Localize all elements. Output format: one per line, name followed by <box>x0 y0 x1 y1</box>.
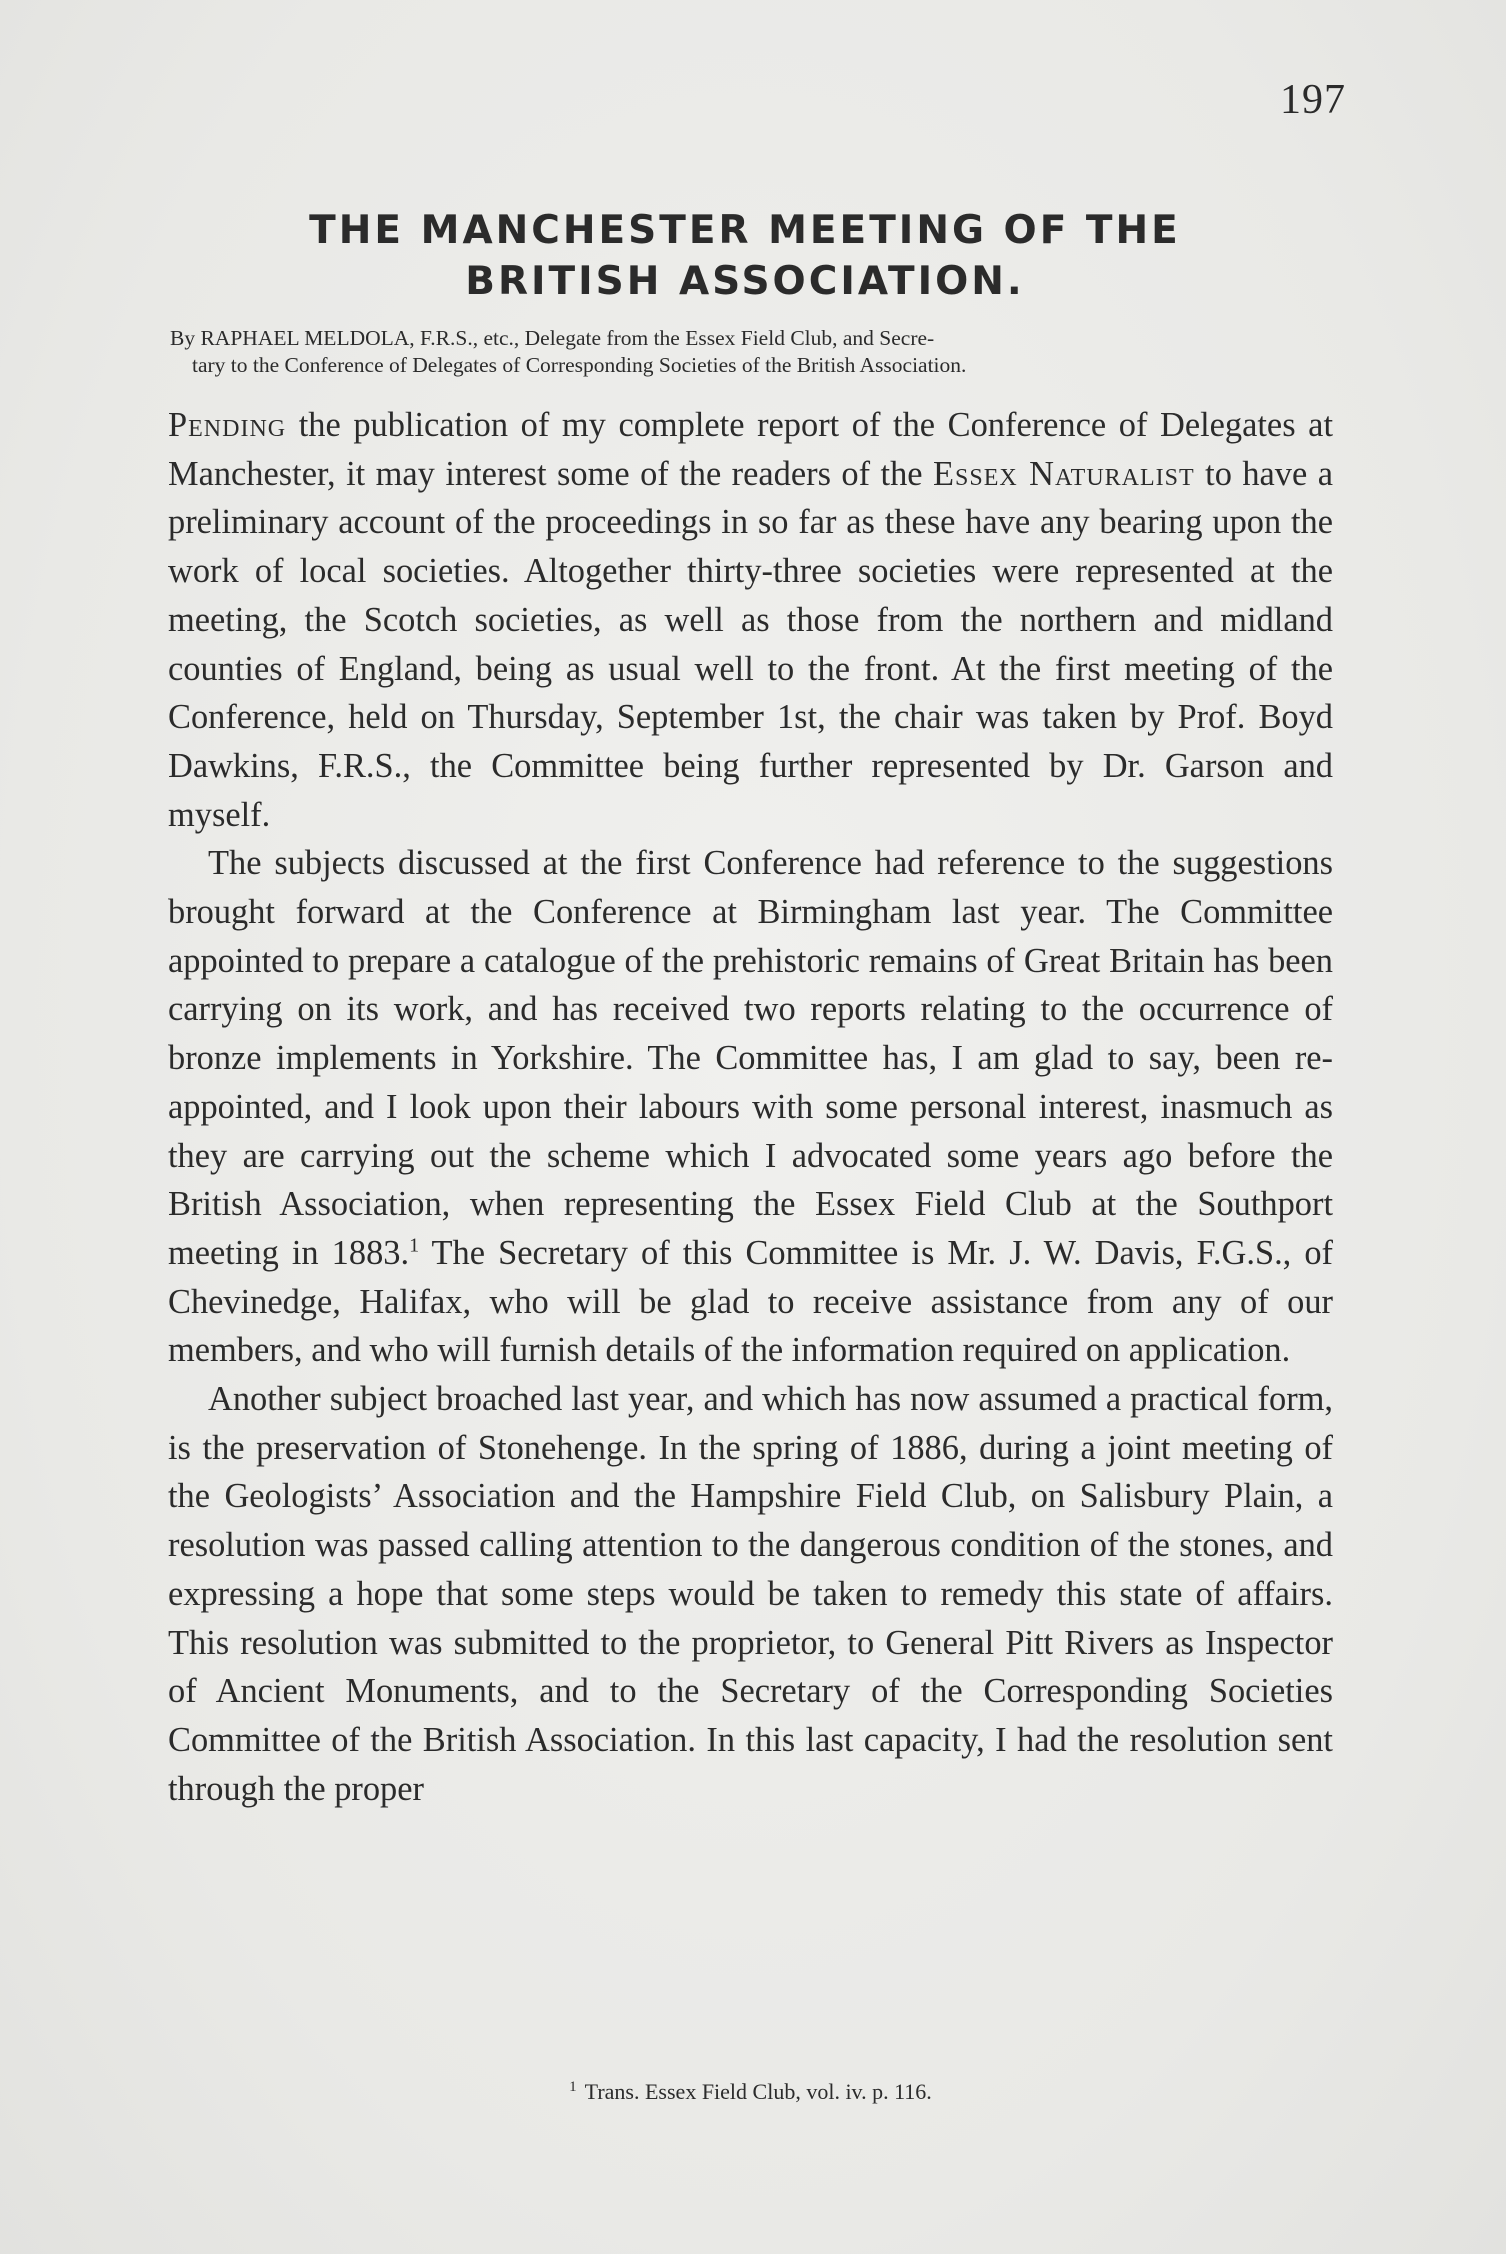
paragraph-2-text-a: The subjects discussed at the first Conference had reference to the suggestions brought forward at the Conference at Birmingham last year. The Committee appointed to prepare a catalogue of the prehistoric remains of Great Britain has been carrying on its work, and has received two reports relating to the occurrence of bronze implements in Yorkshire. The Committee has, I am glad to say, been re-appointed, and I look upon their labours with some personal interest, inasmuch as they are carrying out the scheme which I advocated some years ago before the British Association, when representing the Essex Field Club at the Southport meeting in 1883. <box>168 844 1333 1272</box>
title-line-1: THE MANCHESTER MEETING OF THE <box>309 208 1181 253</box>
byline-line-1 <box>170 325 1332 352</box>
lead-word: Pending <box>168 406 287 444</box>
paragraph-1-text-b: to have a preliminary account of the proceedings in so far as these have any bearing upon the work of local societies. Altogether thirty-three societies were represented at the meeting, the Scotch societies, as well as those from the northern and midland counties of England, being as usual well to the front. At the first meeting of the Conference, held on Thursday, September 1st, the chair was taken by Prof. Boyd Dawkins, F.R.S., the Committee being further represented by Dr. Garson and myself. <box>168 454 1333 834</box>
title-line-2: BRITISH ASSOCIATION. <box>465 259 1025 304</box>
footnote-text: Trans. Essex Field Club, vol. iv. p. 116. <box>584 2079 932 2104</box>
article-body <box>168 401 1333 1813</box>
byline-role-1: Delegate from the Essex Field Club, and Secre- <box>524 326 935 350</box>
paragraph-1-text-a: the publication of my complete report of the Conference of Delegates at Manchester, it may interest some of the readers of the <box>168 406 1333 493</box>
page-number: 197 <box>1280 77 1346 123</box>
footnote <box>168 2077 1333 2107</box>
byline-by: By <box>170 326 196 350</box>
byline-role-2: tary to the Conference of Delegates of Corresponding Societies of the British Association. <box>192 353 967 377</box>
paragraph-3-text-a: Another subject broached last year, and which has now assumed a practical form, is the preservation of Stonehenge. In the spring of 1886, during a joint meeting of the Geologists’ Association and the Hampshire Field Club, on Salisbury Plain, a resolution was passed calling attention to the dangerous condition of the stones, and expressing a hope that some steps would be taken to remedy this state of affairs. This resolution was submitted to the proprietor, to General Pitt Rivers as Inspector of Ancient Monuments, and to the Secretary of the Corresponding Societies Committee of the British Association. In this last capacity, I had the resolution sent through the proper <box>168 1380 1333 1808</box>
footnote-mark: 1 <box>569 2078 577 2095</box>
paragraph-3 <box>168 1375 1333 1813</box>
byline <box>170 325 1332 379</box>
journal-name: Essex Naturalist <box>933 454 1195 493</box>
byline-author: RAPHAEL MELDOLA, F.R.S., etc., <box>200 326 520 350</box>
paragraph-2 <box>168 839 1333 1375</box>
footnote-reference: 1 <box>409 1234 420 1257</box>
article-title <box>160 205 1330 307</box>
paragraph-1 <box>168 401 1333 839</box>
paragraph-2-text-b: The Secretary of this Committee is Mr. J. W. Davis, F.G.S., of Chevinedge, Halifax, who will be glad to receive assistance from any of our members, and who will furnish details of the information required on application. <box>168 1233 1334 1370</box>
